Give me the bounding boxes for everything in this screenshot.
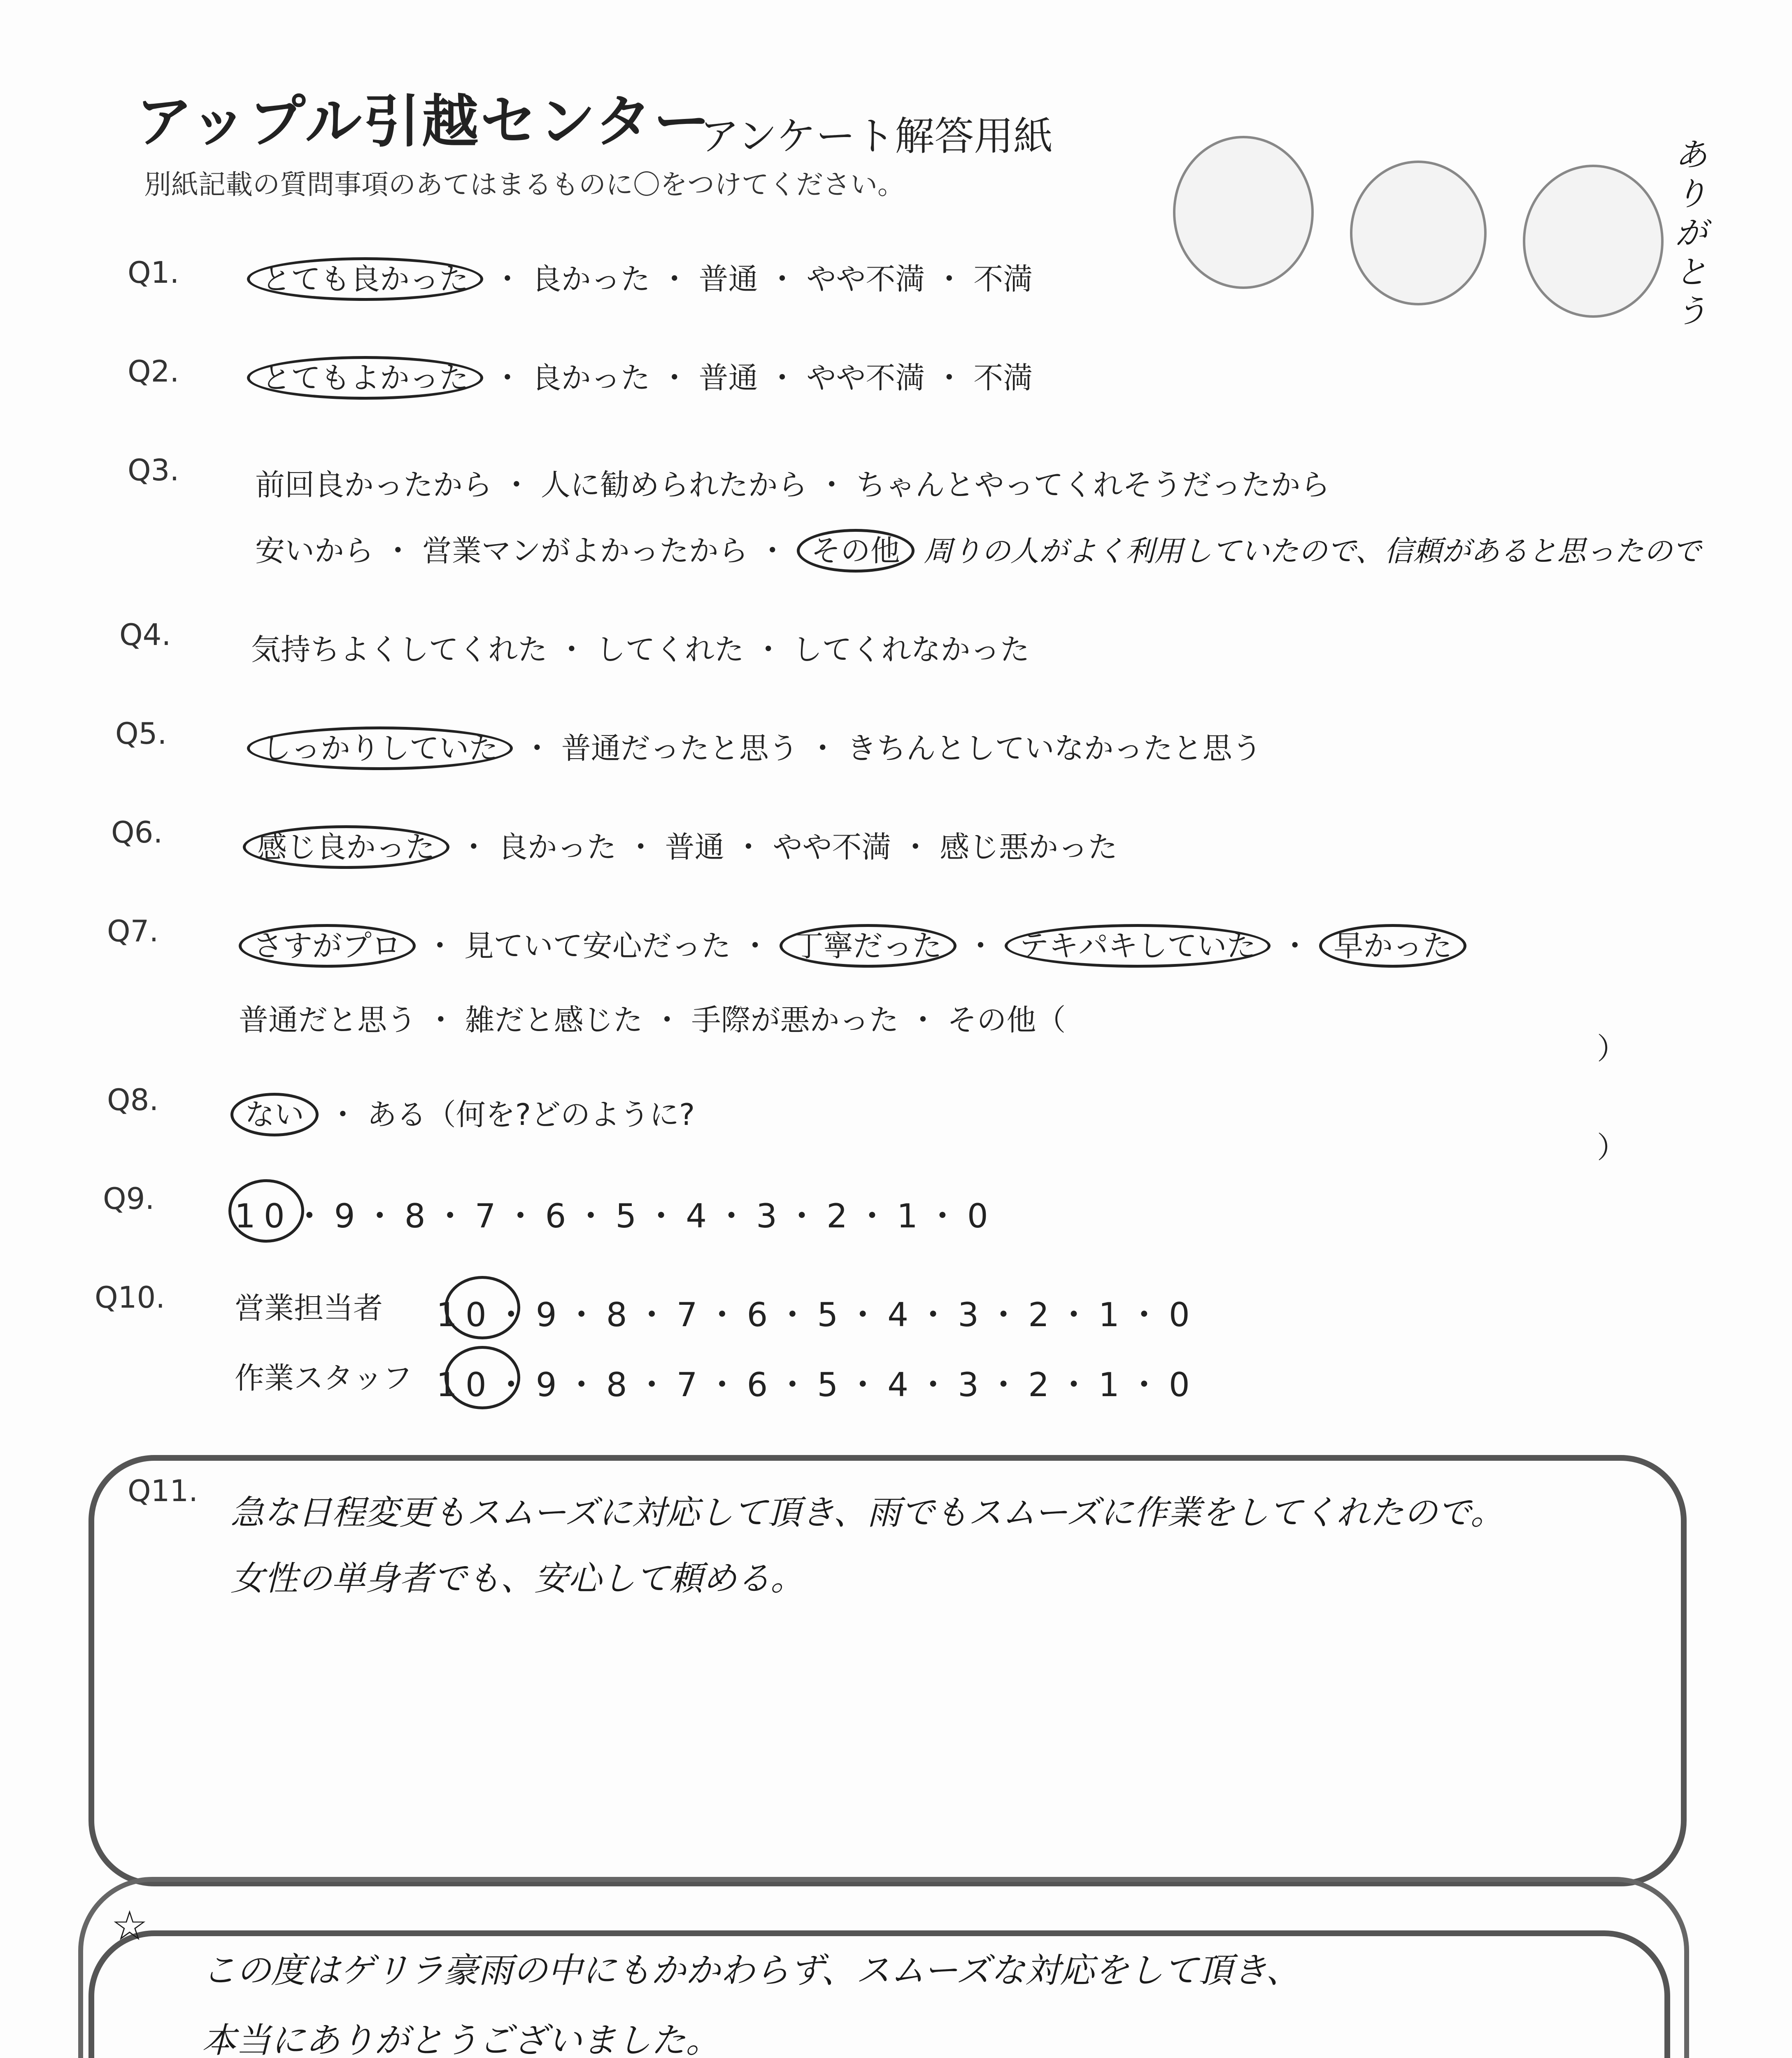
- q9-label: Q9.: [103, 1181, 155, 1216]
- q7-option-4[interactable]: テキパキしていた: [1005, 924, 1271, 968]
- q3-label: Q3.: [128, 453, 179, 487]
- mascot-thanks-text: ありがとう: [1675, 137, 1708, 330]
- q3-option-2[interactable]: 人に勧められたから: [540, 468, 808, 502]
- q6-options: 感じ良かった ・ 良かった ・ 普通 ・ やや不満 ・ 感じ悪かった: [243, 823, 1117, 866]
- q9-selected-circle: [228, 1179, 304, 1243]
- q10-staff-scale[interactable]: 10・9・8・7・6・5・4・3・2・1・0: [436, 1366, 1198, 1404]
- q3-option-4[interactable]: 安いから: [255, 533, 374, 568]
- q7-label: Q7.: [107, 914, 159, 948]
- q4-option-2[interactable]: してくれた: [596, 632, 744, 667]
- q10-staff-selected-circle: [445, 1346, 520, 1409]
- q6-option-5[interactable]: 感じ悪かった: [940, 830, 1118, 864]
- q7-option-5[interactable]: 早かった: [1319, 924, 1466, 968]
- q1-option-2[interactable]: 良かった: [531, 262, 650, 296]
- q2-label: Q2.: [128, 354, 179, 389]
- q10-label: Q10.: [95, 1280, 165, 1315]
- q8-options: ない ・ ある（何を?どのように?: [230, 1091, 695, 1134]
- q3-option-3[interactable]: ちゃんとやってくれそうだったから: [856, 468, 1330, 502]
- q2-option-4[interactable]: やや不満: [806, 361, 925, 395]
- q4-options: 気持ちよくしてくれた ・ してくれた ・ してくれなかった: [251, 632, 1030, 667]
- q3-other-answer: 周りの人がよく利用していたので、信頼があると思ったので: [924, 534, 1701, 568]
- q2-option-1[interactable]: とてもよかった: [247, 356, 483, 400]
- q4-label: Q4.: [119, 617, 171, 652]
- q3-option-other[interactable]: その他: [797, 529, 915, 573]
- q3-options-line1: 前回良かったから ・ 人に勧められたから ・ ちゃんとやってくれそうだったから: [255, 468, 1330, 502]
- q10-sales-scale[interactable]: 10・9・8・7・6・5・4・3・2・1・0: [436, 1296, 1198, 1334]
- q3-option-1[interactable]: 前回良かったから: [255, 468, 493, 502]
- q7-option-2[interactable]: 見ていて安心だった: [464, 929, 731, 963]
- q3-options-line2: 安いから ・ 営業マンがよかったから ・ その他 周りの人がよく利用していたので、信頼があると思ったので: [255, 527, 1701, 570]
- star-icon: ☆: [111, 1902, 148, 1950]
- instruction-text: 別紙記載の質問事項のあてはまるものに〇をつけてください。: [144, 169, 905, 200]
- mascot-icon: [1523, 165, 1664, 318]
- q11-answer-line1: 急な日程変更もスムーズに対応して頂き、雨でもスムーズに作業をしてくれたので。: [230, 1493, 1504, 1532]
- q6-option-1[interactable]: 感じ良かった: [243, 825, 449, 869]
- q1-options: とても良かった ・ 良かった ・ 普通 ・ やや不満 ・ 不満: [247, 255, 1033, 298]
- q4-option-1[interactable]: 気持ちよくしてくれた: [251, 632, 548, 667]
- q5-option-2[interactable]: 普通だったと思う: [561, 731, 798, 766]
- q7-option-1[interactable]: さすがプロ: [239, 924, 416, 968]
- q1-option-4[interactable]: やや不満: [806, 262, 925, 296]
- q6-option-4[interactable]: やや不満: [773, 830, 891, 864]
- q10-staff-label: 作業スタッフ: [235, 1361, 413, 1395]
- q7-option-6[interactable]: 普通だと思う: [239, 1003, 417, 1037]
- q7-option-9[interactable]: その他（: [947, 1003, 1066, 1037]
- q1-label: Q1.: [128, 255, 179, 290]
- mascot-icon: [1173, 136, 1314, 289]
- q7-close-paren: ）: [1597, 1031, 1627, 1066]
- q8-option-1[interactable]: ない: [230, 1093, 319, 1136]
- q7-option-3[interactable]: 丁寧だった: [780, 924, 957, 968]
- q5-option-1[interactable]: しっかりしていた: [247, 726, 513, 770]
- q5-label: Q5.: [115, 716, 167, 751]
- q2-option-5[interactable]: 不満: [973, 361, 1033, 395]
- q7-options-line2: 普通だと思う ・ 雑だと感じた ・ 手際が悪かった ・ その他（: [239, 1003, 1066, 1037]
- q4-option-3[interactable]: してくれなかった: [792, 632, 1030, 667]
- q7-options-line1: さすがプロ ・ 見ていて安心だった ・ 丁寧だった ・ テキパキしていた ・ 早かった: [239, 922, 1466, 965]
- q6-label: Q6.: [111, 815, 163, 850]
- q6-option-3[interactable]: 普通: [665, 830, 724, 864]
- q6-option-2[interactable]: 良かった: [498, 830, 617, 864]
- q1-option-1[interactable]: とても良かった: [247, 257, 483, 301]
- q2-option-3[interactable]: 普通: [698, 361, 758, 395]
- q5-option-3[interactable]: きちんとしていなかったと思う: [847, 731, 1262, 766]
- q11-label: Q11.: [128, 1474, 198, 1508]
- comment-line-1: この度はゲリラ豪雨の中にもかかわらず、スムーズな対応をして頂き、: [202, 1950, 1301, 1990]
- q10-sales-selected-circle: [445, 1276, 520, 1339]
- q7-option-8[interactable]: 手際が悪かった: [691, 1003, 899, 1037]
- q2-option-2[interactable]: 良かった: [531, 361, 650, 395]
- q10-sales-label: 営業担当者: [235, 1291, 383, 1325]
- q8-close-paren: ）: [1597, 1130, 1627, 1165]
- q1-option-5[interactable]: 不満: [973, 262, 1033, 296]
- company-title: アップル引越センター: [136, 88, 712, 155]
- q9-scale[interactable]: 10・9・8・7・6・5・4・3・2・1・0: [235, 1197, 996, 1235]
- mascot-icon: [1350, 161, 1487, 305]
- q5-options: しっかりしていた ・ 普通だったと思う ・ きちんとしていなかったと思う: [247, 724, 1262, 767]
- q8-option-2[interactable]: ある（何を?どのように?: [367, 1097, 695, 1132]
- q8-label: Q8.: [107, 1083, 159, 1117]
- q1-option-3[interactable]: 普通: [698, 262, 758, 296]
- comment-line-2: 本当にありがとうございました。: [202, 2020, 721, 2058]
- form-subtitle: アンケート解答用紙: [700, 113, 1053, 159]
- q11-answer-line2: 女性の単身者でも、安心して頼める。: [230, 1559, 804, 1598]
- q7-option-7[interactable]: 雑だと感じた: [465, 1003, 643, 1037]
- q3-option-5[interactable]: 営業マンがよかったから: [422, 533, 748, 568]
- q2-options: とてもよかった ・ 良かった ・ 普通 ・ やや不満 ・ 不満: [247, 354, 1033, 397]
